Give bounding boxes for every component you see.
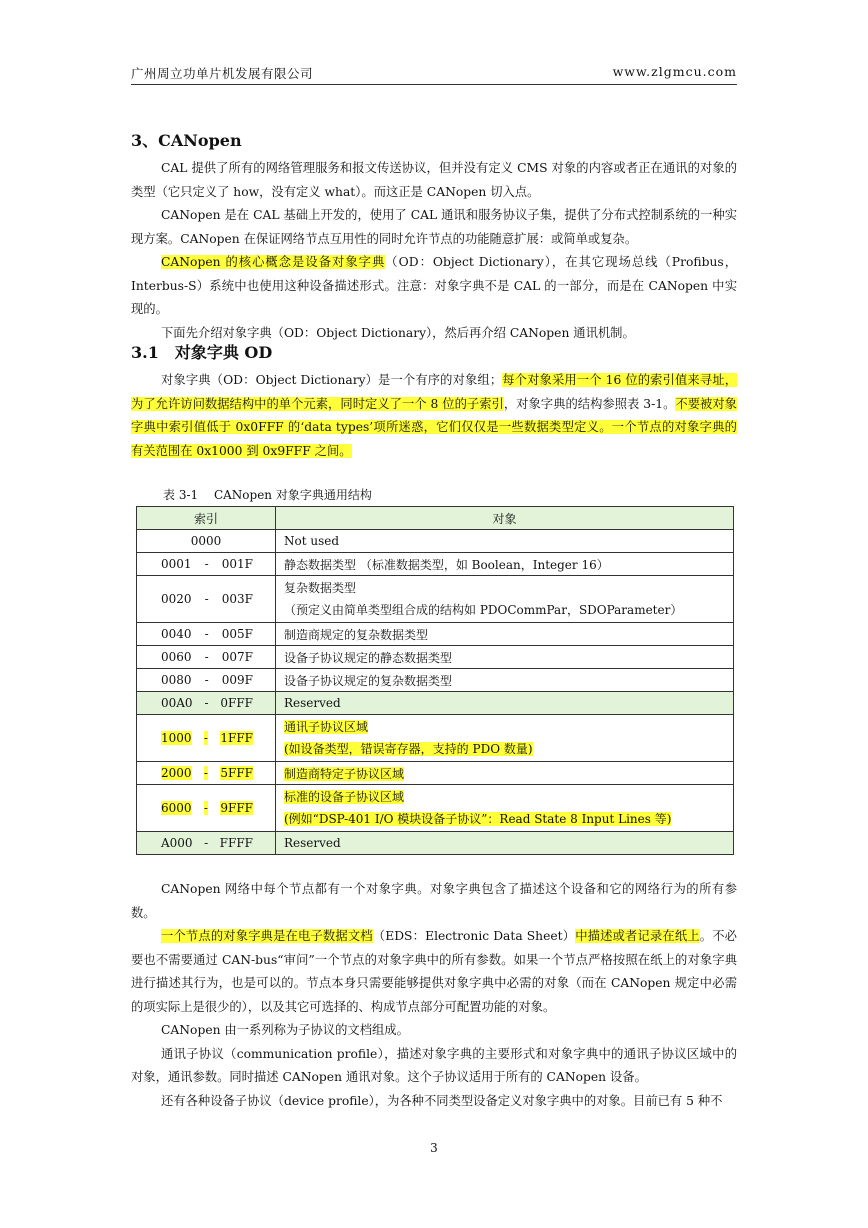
paragraph: CANopen 的核心概念是设备对象字典（OD：Object Dictionary），在其它现场总线（Profibus，Interbus-S）系统中也使用这种设备描述形式。注意：对象字典不是 CAL 的一部分，而是在 CANopen 中实现的。 [131,255,737,316]
table-row [137,530,734,553]
object-dictionary-table [136,506,734,855]
paragraph: 还有各种设备子协议（device profile），为各种不同类型设备定义对象字典中的对象。目前已有 5 种不 [161,1093,723,1108]
table-row [137,762,734,785]
company-name: 广州周立功单片机发展有限公司 [131,66,314,81]
object-cell: 制造商规定的复杂数据类型 [276,623,734,646]
highlight: 不要被对象字典中索引值低于 0x0FFF 的‘data types’项所迷惑，它们仅仅是一些数据类型定义。 [131,396,737,434]
paragraph: 对象字典（OD：Object Dictionary）是一个有序的对象组；每个对象采用一个 16 位的索引值来寻址，为了允许访问数据结构中的单个元素，同时定义了一个 8 位的子索引，对象字典的结构参照表 3-1。不要被对象字典中索引值低于 0x0FFF 的‘data types’项所迷惑，它们仅仅是一些数据类型定义。一个节点的对象字典的有关范围在 0x1000 到 0x9FFF 之间。 [131,373,737,458]
table-row [137,692,734,715]
index-cell: 00A0 - 0FFF [137,692,276,715]
object-cell: 静态数据类型 （标准数据类型，如 Boolean，Integer 16） [276,553,734,576]
index-cell: 0001 - 001F [137,553,276,576]
paragraph: 一个节点的对象字典是在电子数据文档（EDS：Electronic Data Sheet）中描述或者记录在纸上。不必要也不需要通过 CAN-bus“审问”一个节点的对象字典中的所有参数。如果一个节点严格按照在纸上的对象字典进行描述其行为，也是可以的。节点本身只需要能够提供对象字典中必需的对象（而在 CANopen 规定中必需的项实际上是很少的），以及其它可选择的、构成节点部分可配置功能的对象。 [131,929,737,1014]
object-cell: 制造商特定子协议区域 [276,762,734,785]
column-header-index: 索引 [137,507,276,530]
object-cell: 设备子协议规定的静态数据类型 [276,646,734,669]
paragraph: CANopen 由一系列称为子协议的文档组成。 [161,1023,409,1037]
page-number: 3 [430,1141,438,1155]
table-caption: 表 3-1 CANopen 对象字典通用结构 [163,488,372,502]
section-3-1-title: 3.1 对象字典 OD [131,343,273,362]
section-3-title: 3、CANopen [131,131,242,150]
index-cell: A000 - FFFF [137,832,276,855]
object-cell: 设备子协议规定的复杂数据类型 [276,669,734,692]
column-header-object: 对象 [276,507,734,530]
page-header [131,62,737,85]
table-row [137,715,734,762]
paragraph: 通讯子协议（communication profile），描述对象字典的主要形式和对象字典中的通讯子协议区域中的对象，通讯参数。同时描述 CANopen 通讯对象。这个子协议适用于所有的 CANopen 设备。 [131,1046,737,1084]
object-cell: Not used [276,530,734,553]
table-row [137,785,734,832]
highlight: 一个节点的对象字典是在电子数据文档 [161,929,373,943]
website-url: www.zlgmcu.com [612,64,737,79]
after-table-body [131,878,737,1113]
table-row [137,553,734,576]
object-cell: 标准的设备子协议区域 (例如“DSP-401 I/O 模块设备子协议”：Read State 8 Input Lines 等) [276,785,734,832]
object-cell: Reserved [276,692,734,715]
section-3-1-body [131,369,737,463]
paragraph: 下面先介绍对象字典（OD：Object Dictionary），然后再介绍 CANopen 通讯机制。 [161,325,635,340]
index-cell: 0060 - 007F [137,646,276,669]
table-row [137,832,734,855]
highlight: 每个对象采用一个 16 位的索引值来寻址，为了允许访问数据结构中的单个元素，同时定义了一个 8 位的子索引 [131,373,737,411]
index-cell: 0040 - 005F [137,623,276,646]
table-row [137,623,734,646]
index-cell: 0080 - 009F [137,669,276,692]
index-cell: 6000 - 9FFF [137,785,276,832]
object-cell: 复杂数据类型 （预定义由简单类型组合成的结构如 PDOCommPar，SDOParameter） [276,576,734,623]
paragraph: CANopen 是在 CAL 基础上开发的，使用了 CAL 通讯和服务协议子集，提供了分布式控制系统的一种实现方案。CANopen 在保证网络节点互用性的同时允许节点的功能随意扩展：或简单或复杂。 [131,208,737,246]
table-row [137,669,734,692]
section-3-body [131,157,737,345]
table-row [137,646,734,669]
highlight: 一个节点的对象字典的有关范围在 0x1000 到 0x9FFF 之间。 [131,420,737,458]
paragraph: CANopen 网络中每个节点都有一个对象字典。对象字典包含了描述这个设备和它的网络行为的所有参数。 [131,882,737,920]
table-header-row [137,507,734,530]
index-cell: 0020 - 003F [137,576,276,623]
highlight: 中描述或者记录在纸上 [575,929,700,943]
highlight: CANopen 的核心概念是设备对象字典 [161,255,386,269]
table-row [137,576,734,623]
index-cell: 2000 - 5FFF [137,762,276,785]
paragraph: CAL 提供了所有的网络管理服务和报文传送协议，但并没有定义 CMS 对象的内容或者正在通讯的对象的类型（它只定义了 how，没有定义 what）。而这正是 CANopen 切入点。 [131,161,737,199]
object-cell: 通讯子协议区域 (如设备类型，错误寄存器，支持的 PDO 数量) [276,715,734,762]
object-cell: Reserved [276,832,734,855]
index-cell: 0000 [137,530,276,553]
index-cell: 1000 - 1FFF [137,715,276,762]
